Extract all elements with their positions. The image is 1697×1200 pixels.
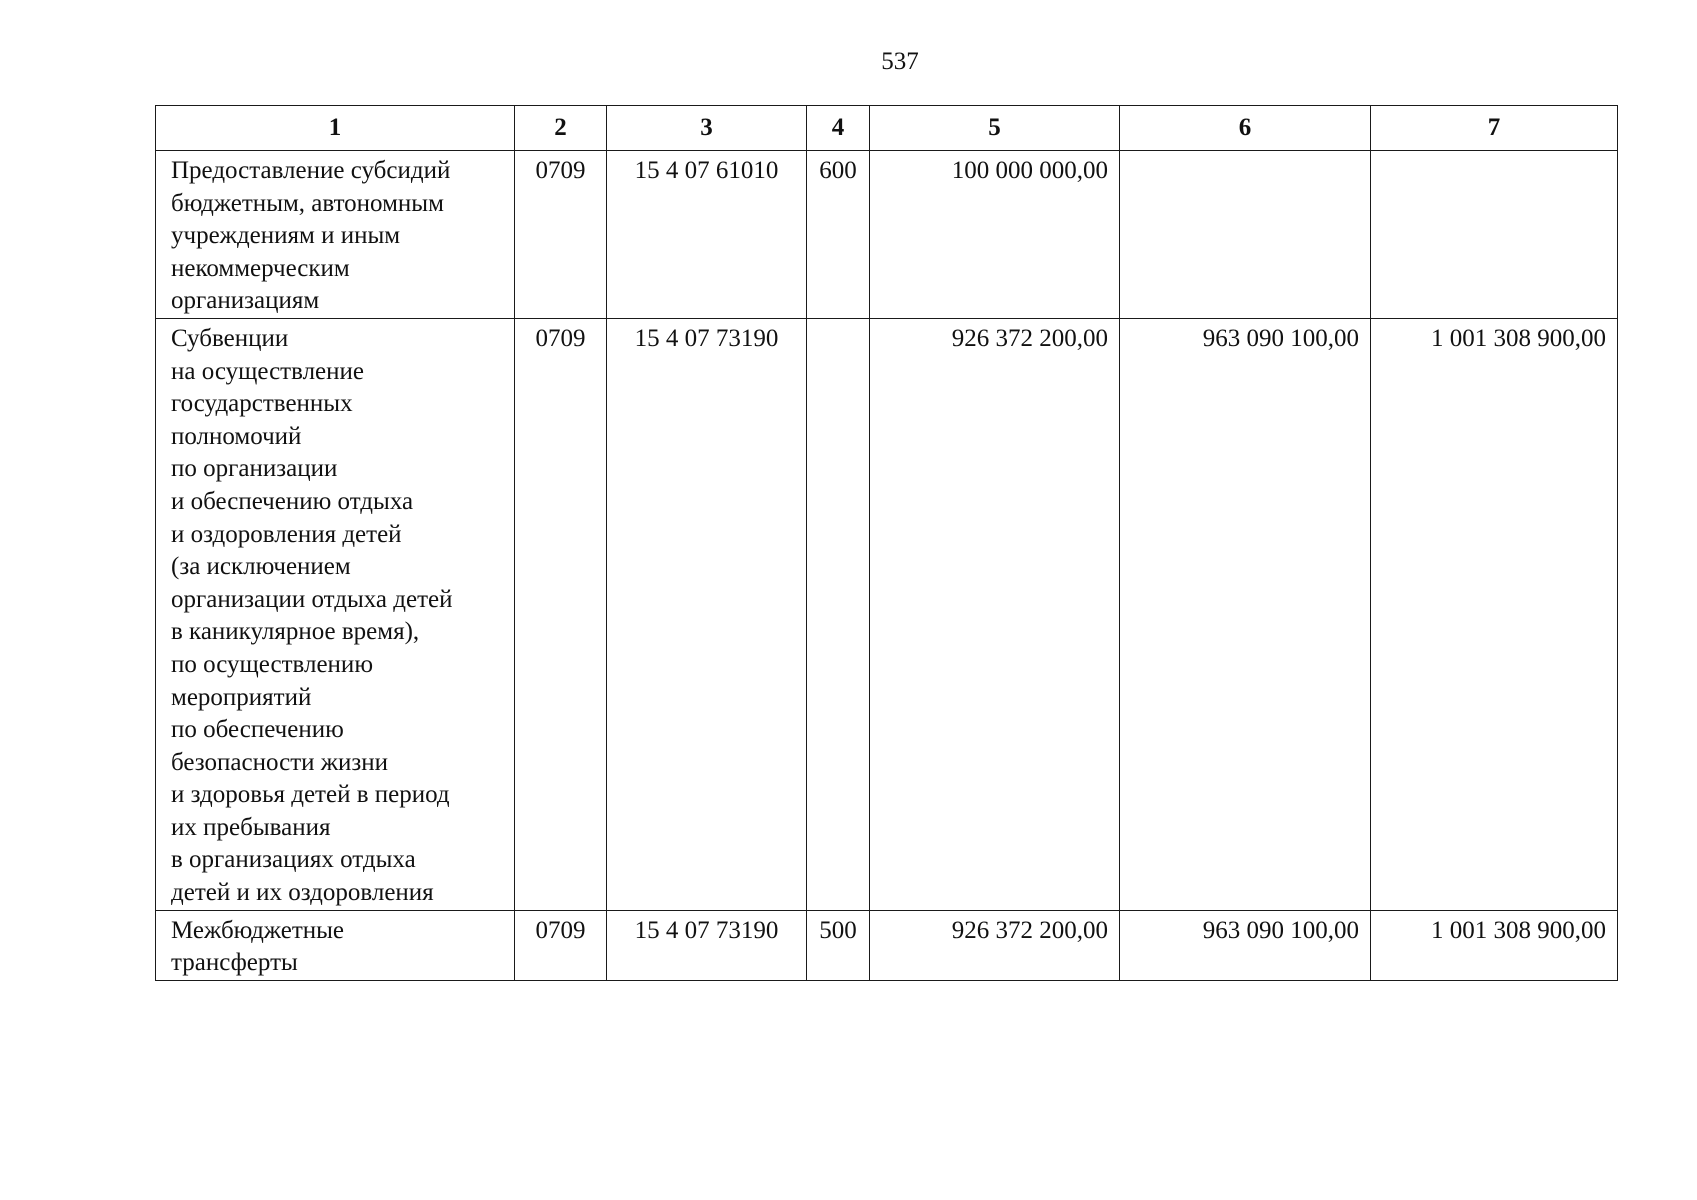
row-target-code: 15 4 07 73190 xyxy=(607,318,807,910)
row-amount-2: 963 090 100,00 xyxy=(1120,910,1371,980)
row-name: Межбюджетные трансферты xyxy=(156,910,515,980)
row-amount-3 xyxy=(1371,151,1618,319)
row-amount-2 xyxy=(1120,151,1371,319)
column-header-6: 6 xyxy=(1120,106,1371,151)
row-section: 0709 xyxy=(515,318,607,910)
column-header-4: 4 xyxy=(807,106,870,151)
row-amount-1: 926 372 200,00 xyxy=(870,318,1120,910)
column-header-3: 3 xyxy=(607,106,807,151)
row-amount-3: 1 001 308 900,00 xyxy=(1371,318,1618,910)
row-name: Предоставление субсидий бюджетным, автономным учреждениям и иным некоммерческим организациям xyxy=(156,151,515,319)
row-target-code: 15 4 07 73190 xyxy=(607,910,807,980)
table-row xyxy=(156,151,1618,319)
column-header-5: 5 xyxy=(870,106,1120,151)
column-header-1: 1 xyxy=(156,106,515,151)
table-header-row xyxy=(156,106,1618,151)
row-name: Субвенции на осуществление государственных полномочий по организации и обеспечению отдыха и оздоровления детей (за исключением организации отдыха детей в каникулярное время), по осуществлению мероприятий по обеспечению безопасности жизни и здоровья детей в период их пребывания в организациях отдыха детей и их оздоровления xyxy=(156,318,515,910)
column-header-2: 2 xyxy=(515,106,607,151)
row-expense-type: 500 xyxy=(807,910,870,980)
row-amount-1: 926 372 200,00 xyxy=(870,910,1120,980)
table-row xyxy=(156,910,1618,980)
budget-table xyxy=(155,105,1618,981)
row-expense-type: 600 xyxy=(807,151,870,319)
row-section: 0709 xyxy=(515,151,607,319)
row-amount-3: 1 001 308 900,00 xyxy=(1371,910,1618,980)
row-amount-2: 963 090 100,00 xyxy=(1120,318,1371,910)
row-target-code: 15 4 07 61010 xyxy=(607,151,807,319)
row-amount-1: 100 000 000,00 xyxy=(870,151,1120,319)
table-row xyxy=(156,318,1618,910)
column-header-7: 7 xyxy=(1371,106,1618,151)
row-section: 0709 xyxy=(515,910,607,980)
row-expense-type xyxy=(807,318,870,910)
page-number: 537 xyxy=(881,48,919,75)
